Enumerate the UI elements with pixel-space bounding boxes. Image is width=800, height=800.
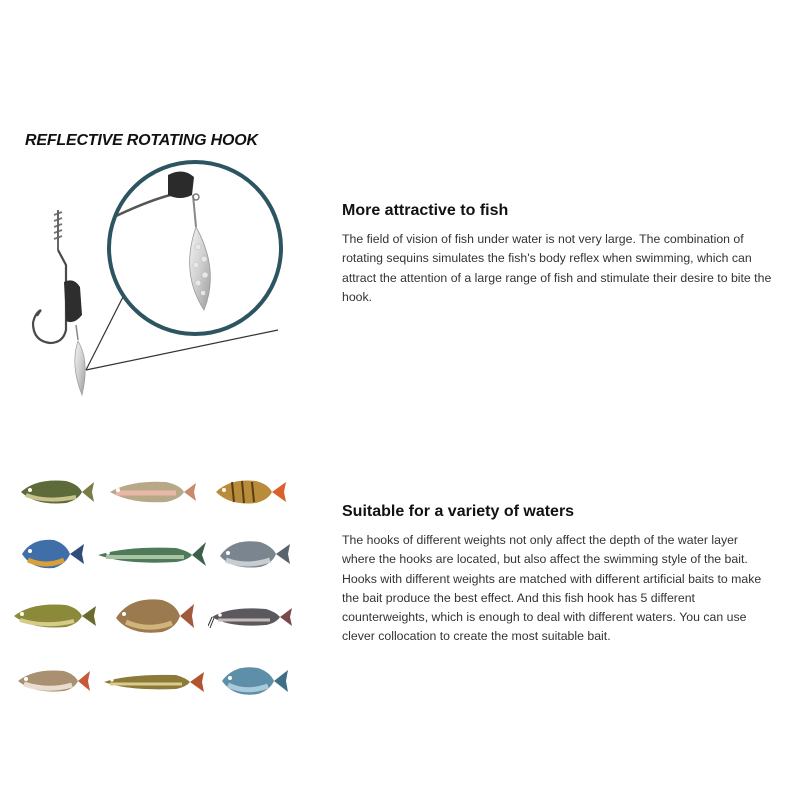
fish-icon [96, 538, 208, 572]
fish-icon [14, 662, 92, 700]
fish-icon [106, 472, 198, 512]
feature-variety-waters [342, 503, 772, 647]
fish-species-grid [8, 470, 298, 710]
fish-icon [218, 660, 290, 702]
fish-icon [216, 534, 292, 574]
feature-body: The hooks of different weights not only affect the depth of the water layer where the hooks are located, but also affect the swimming style of the bait. Hooks with different weights are matched with different artificial baits to make the bait produce the best effect. And this fish hook has 5 different counterweights, which is enough to deal with different waters. You can use clever collocation to create the most suitable bait. [342, 533, 762, 644]
feature-heading: Suitable for a variety of waters [342, 503, 575, 520]
fish-icon [16, 472, 96, 512]
fish-icon [112, 594, 196, 638]
fish-icon [102, 666, 206, 698]
hook-title: REFLECTIVE ROTATING HOOK [25, 132, 258, 149]
feature-attractive [342, 202, 772, 307]
feature-heading: More attractive to fish [342, 202, 509, 219]
fish-icon [16, 534, 86, 574]
fish-icon [208, 600, 294, 634]
spinner-hook-icon [8, 155, 298, 405]
fish-icon [212, 472, 288, 512]
fish-icon [10, 596, 98, 636]
feature-body: The field of vision of fish under water is not very large. The combination of rotating sequins simulates the fish's body reflex when swimming, which can attract the attention of a large range of fish and stimulate their desire to bite the hook. [342, 232, 772, 304]
